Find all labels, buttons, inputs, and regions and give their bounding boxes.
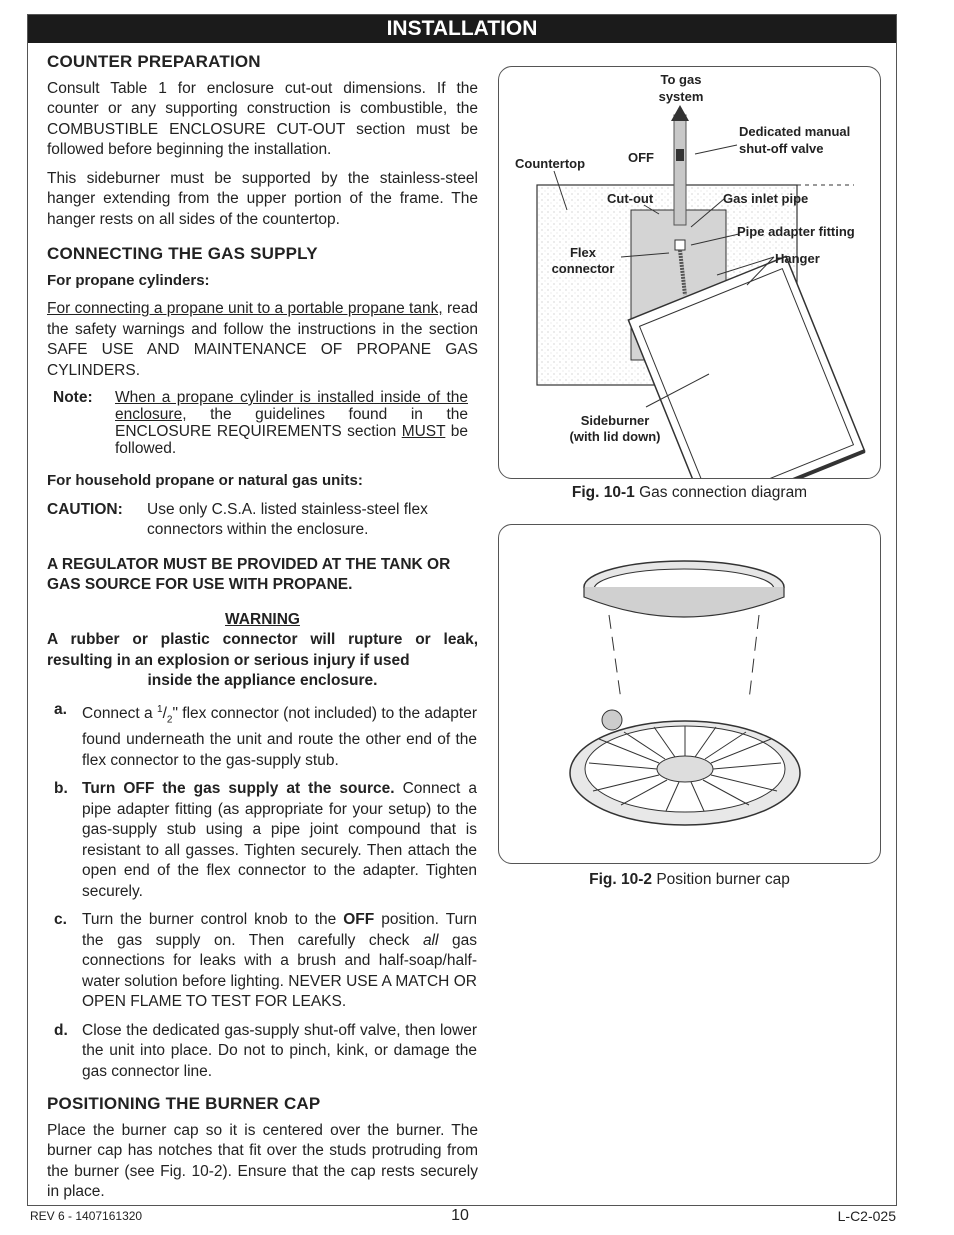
caution-block xyxy=(47,500,478,541)
warning-body xyxy=(47,630,478,692)
footer-page-number: 10 xyxy=(451,1207,469,1224)
step-c-label: c. xyxy=(54,911,67,929)
fig1-caption-number: Fig. 10-1 xyxy=(571,484,635,501)
step-b-bold: Turn OFF the gas supply at the source. xyxy=(82,780,395,798)
note-text xyxy=(115,389,468,457)
burner-paragraph: Place the burner cap so it is centered over the burner. The burner cap has notches that fit over the studs protruding from the burner (see Fig. 10-2). Ensure that the cap rests securely in place. xyxy=(47,1121,478,1201)
note-underlined: When a propane cylinder is installed inside of the enclosure, xyxy=(115,389,468,423)
label-off: OFF xyxy=(628,150,654,165)
propane-underlined: For connecting a propane unit to a portable propane tank, xyxy=(47,300,443,317)
step-c xyxy=(47,910,478,1013)
step-a-label: a. xyxy=(54,700,67,718)
label-hanger: Hanger xyxy=(775,251,820,266)
label-valve-1: Dedicated manual xyxy=(739,124,851,139)
step-a xyxy=(47,700,478,772)
label-countertop: Countertop xyxy=(515,156,586,171)
burner-shape xyxy=(570,710,800,825)
label-flex-2: connector xyxy=(551,261,615,276)
caution-text: Use only C.S.A. listed stainless-steel flex connectors within the enclosure. xyxy=(147,500,428,538)
note-must: MUST xyxy=(401,423,446,440)
gas-connection-diagram xyxy=(498,66,881,479)
counter-paragraph-1: Consult Table 1 for enclosure cut-out dimensions. If the counter or any supporting construction is combustible, the COMBUSTIBLE ENCLOSURE CUT-OUT section must be followed before beginning the installation. xyxy=(47,79,478,158)
label-to-gas-1: To gas xyxy=(660,72,702,87)
step-d-text: Close the dedicated gas-supply shut-off valve, then lower the unit into place. Do not to pinch, kink, or damage the gas connector line. xyxy=(82,1021,477,1080)
step-b-rest: Connect a pipe adapter fitting (as appropriate for your setup) to the gas-supply stub using a pipe joint compound that is resistant to all gasses. Tighten securely. Then attach the open end of the flex connector to the adapter. Tighten securely. xyxy=(82,780,477,900)
step-b-text xyxy=(82,779,477,902)
burner-heading: POSITIONING THE BURNER CAP xyxy=(47,1094,321,1114)
step-c-text xyxy=(82,910,477,1013)
household-subheading: For household propane or natural gas units: xyxy=(47,472,363,489)
step-c-all: all xyxy=(422,931,439,949)
fig2-caption-text: Position burner cap xyxy=(652,871,790,888)
step-c-mid: position. Turn the gas supply on. Then carefully check xyxy=(82,911,477,949)
label-valve-2: shut-off valve xyxy=(739,141,824,156)
label-cutout: Cut-out xyxy=(607,191,654,206)
step-b-label: b. xyxy=(54,780,68,798)
fig1-caption xyxy=(498,484,881,502)
step-a-text: Connect a $^1/_2$" flex connector (not included) to the adapter found underneath the unit and route the other end of the flex connector to the gas-supply stub. xyxy=(82,703,478,769)
step-a-post: " flex connector (not included) to the adapter found underneath the unit and route the other end of the flex connector to the gas-supply stub. xyxy=(82,704,478,769)
counter-paragraph-2: This sideburner must be supported by the stainless-steel hanger extending from the upper portion of the frame. The hanger rests on all sides of the countertop. xyxy=(47,169,478,228)
propane-subheading: For propane cylinders: xyxy=(47,271,210,289)
label-gas-inlet: Gas inlet pipe xyxy=(723,191,809,206)
burner-cap-svg xyxy=(499,525,880,863)
gas-heading: CONNECTING THE GAS SUPPLY xyxy=(47,244,318,263)
up-arrow-icon xyxy=(671,105,689,121)
label-pipe-adapter: Pipe adapter fitting xyxy=(737,224,855,239)
gas-connection-svg xyxy=(499,67,880,478)
left-column xyxy=(47,52,478,1211)
fig2-caption xyxy=(498,871,881,889)
fraction-numerator: 1 xyxy=(157,703,163,715)
counter-heading: COUNTER PREPARATION xyxy=(47,52,261,71)
note-end: be followed. xyxy=(115,423,468,457)
note-label: Note: xyxy=(53,389,93,406)
warning-text: A rubber or plastic connector will rupture or leak, resulting in an explosion or serious injury if used xyxy=(47,631,478,669)
burner-cap-diagram xyxy=(498,524,881,864)
fraction-denominator: 2 xyxy=(166,713,173,725)
regulator-notice: A REGULATOR MUST BE PROVIDED AT THE TANK OR GAS SOURCE FOR USE WITH PROPANE. xyxy=(47,555,451,593)
step-c-off: OFF xyxy=(343,911,375,929)
valve-shape xyxy=(676,149,684,161)
footer-code: L-C2-025 xyxy=(837,1208,896,1224)
section-banner: INSTALLATION xyxy=(28,15,896,43)
propane-rest: read the safety warnings and follow the instructions in the section SAFE USE AND MAINTENANCE OF PROPANE GAS CYLINDERS. xyxy=(47,300,478,379)
step-d-label: d. xyxy=(54,1021,68,1039)
step-d xyxy=(47,1021,478,1083)
label-sideburner-1: Sideburner xyxy=(580,413,650,428)
warning-heading: WARNING xyxy=(225,610,300,628)
label-sideburner-2: (with lid down) xyxy=(569,429,661,444)
alignment-lines xyxy=(609,615,759,700)
fig1-caption-text: Gas connection diagram xyxy=(634,484,808,501)
fig2-caption-number: Fig. 10-2 xyxy=(589,871,653,888)
gas-pipe xyxy=(674,115,686,225)
note-mid: the guidelines found in the ENCLOSURE REQUIREMENTS section xyxy=(115,406,468,440)
step-b xyxy=(47,779,478,902)
burner-cap-shape xyxy=(584,561,784,617)
pipe-adapter-shape xyxy=(675,240,685,250)
footer-revision: REV 6 - 1407161320 xyxy=(30,1209,143,1223)
label-to-gas-2: system xyxy=(658,89,704,104)
step-c-pre: Turn the burner control knob to the xyxy=(82,911,344,929)
warning-last: inside the appliance enclosure. xyxy=(147,672,378,689)
step-a-pre: Connect a xyxy=(82,704,157,722)
step-c-post: gas connections for leaks with a brush and half-soap/half-water solution before lighting. NEVER USE A MATCH OR OPEN FLAME TO TEST FOR LEAKS. xyxy=(82,931,477,1011)
label-flex-1: Flex xyxy=(569,245,597,260)
propane-paragraph xyxy=(47,299,478,381)
caution-label: CAUTION: xyxy=(47,500,123,518)
note-block xyxy=(47,389,478,457)
